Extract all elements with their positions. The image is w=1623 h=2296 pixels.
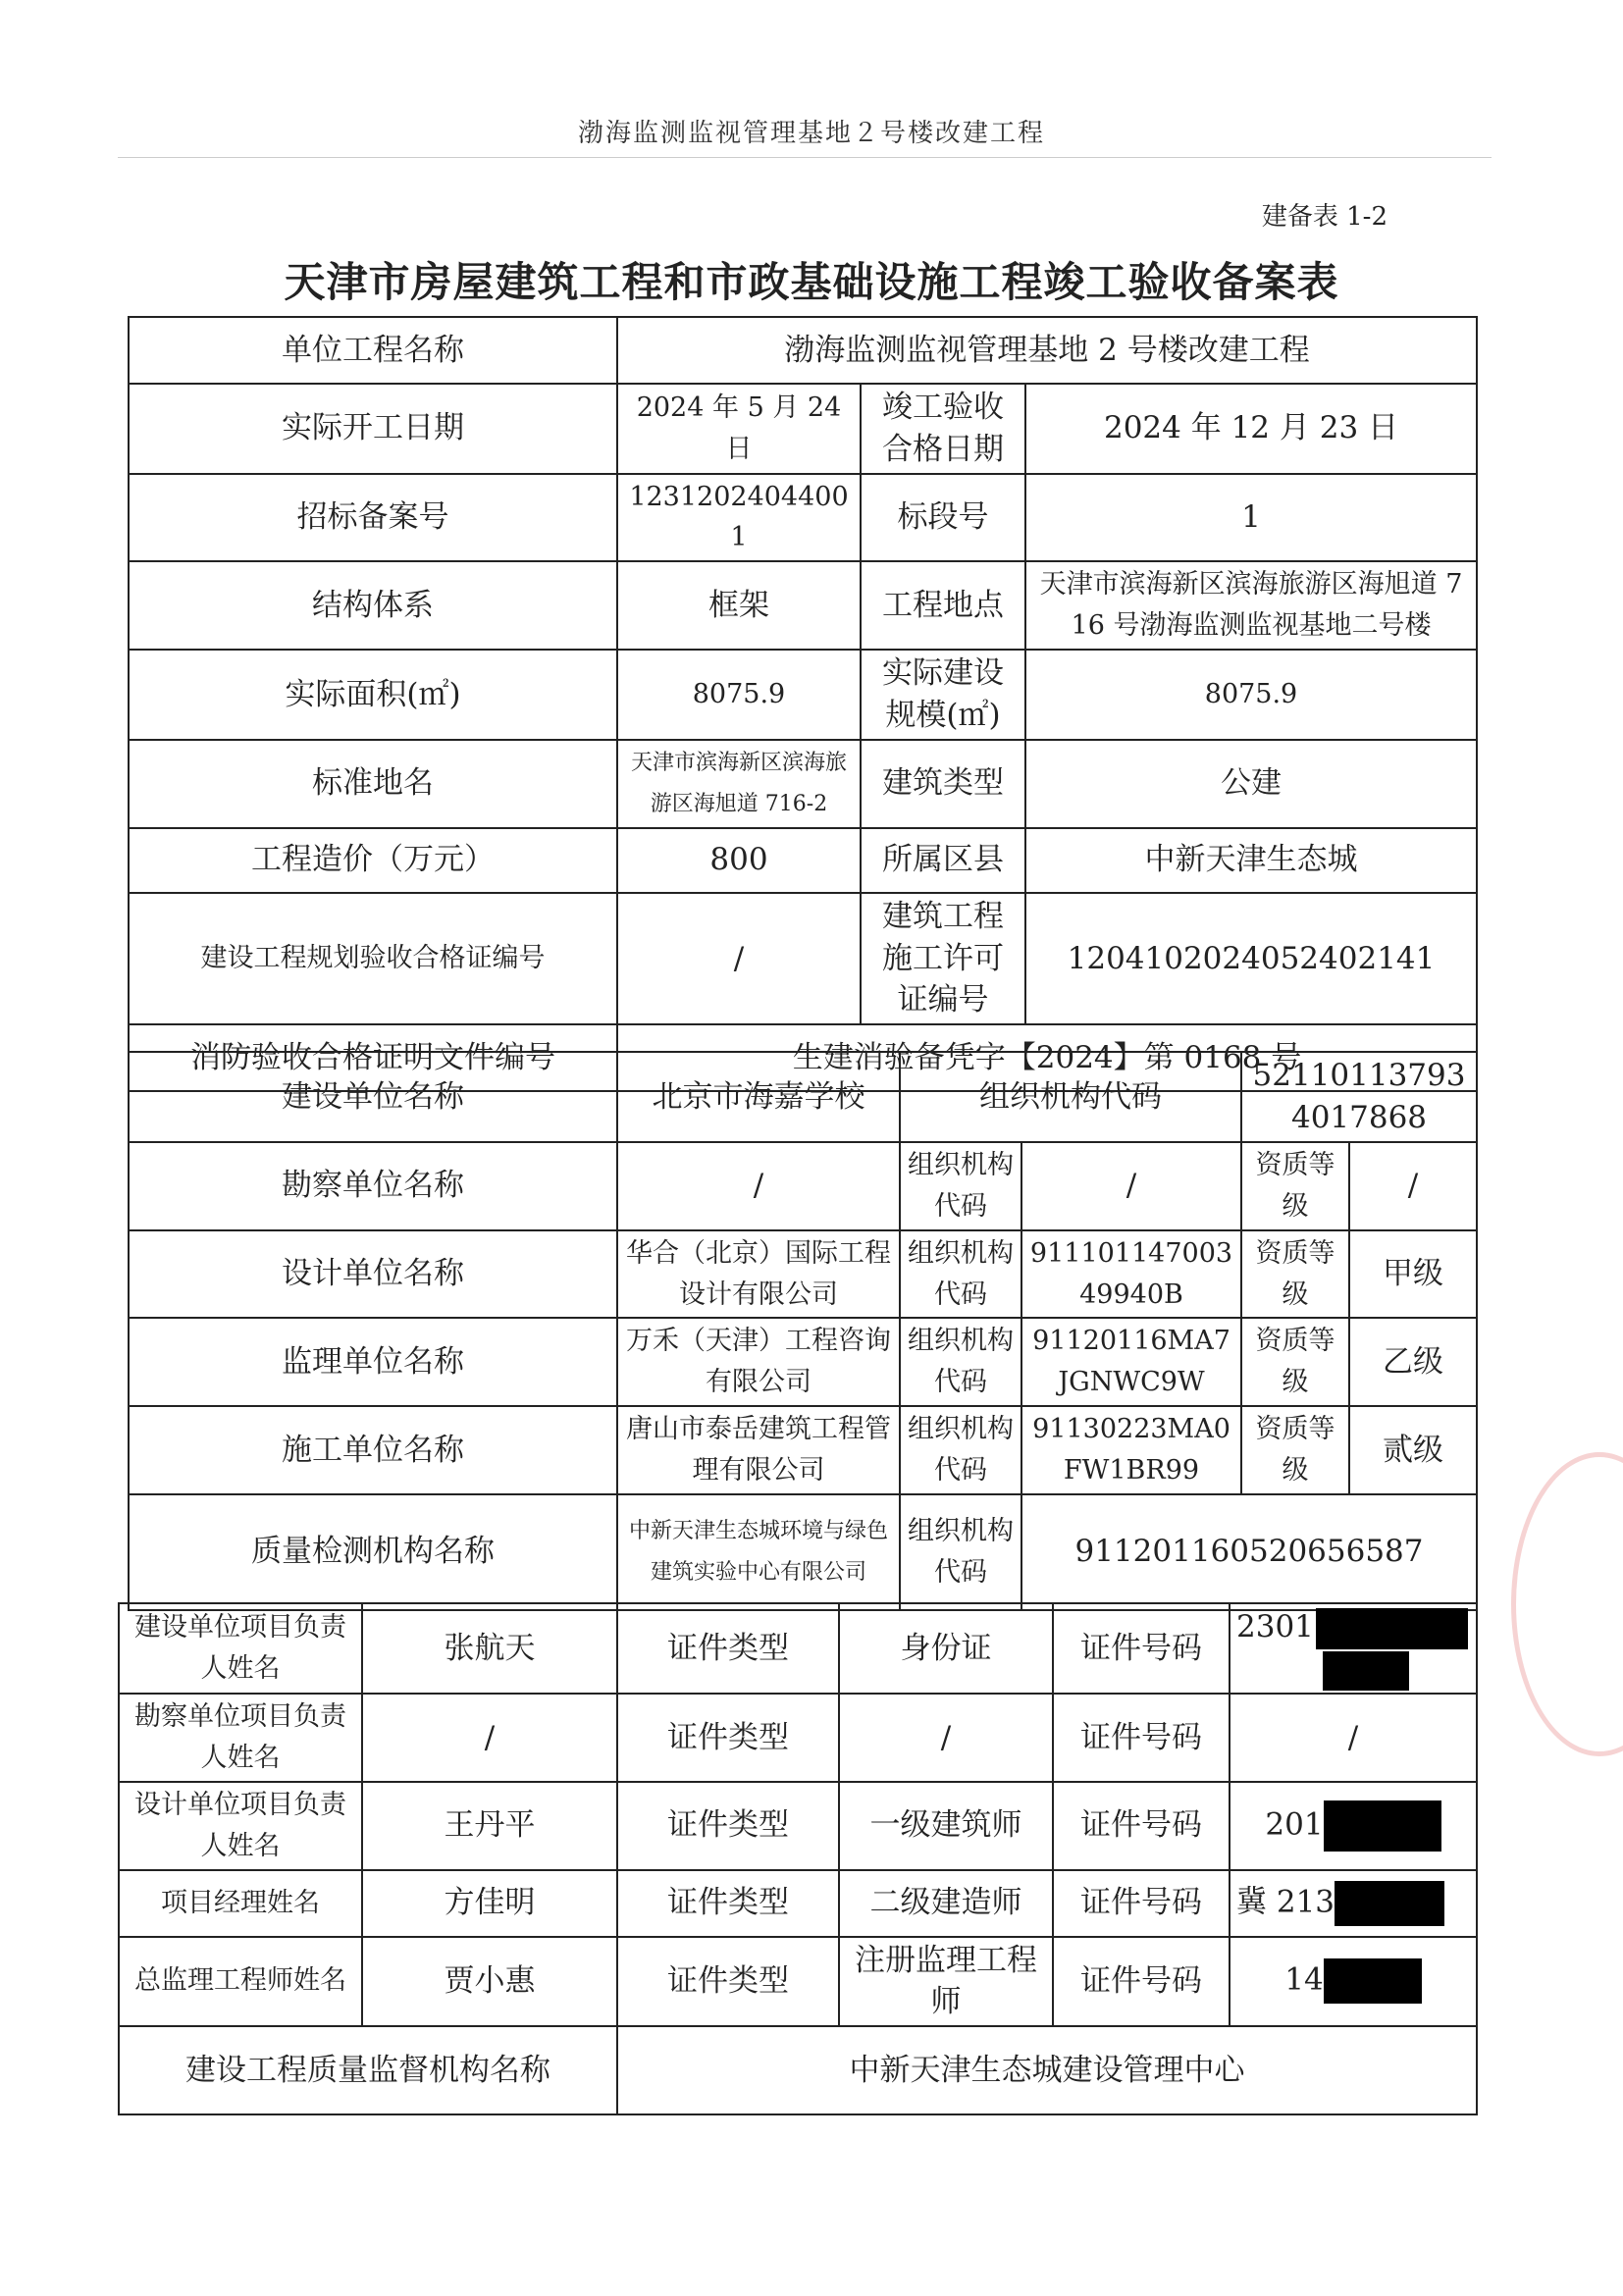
scale-value: 8075.9 [1025, 650, 1477, 740]
supervise-qual-label: 资质等级 [1241, 1318, 1349, 1406]
owner-lead-role: 建设单位项目负责人姓名 [119, 1603, 362, 1694]
person-row [119, 1694, 1477, 1782]
pm-role: 项目经理姓名 [119, 1870, 362, 1937]
owner-lead-id-no-cell [1230, 1603, 1477, 1694]
design-value: 华合（北京）国际工程设计有限公司 [617, 1230, 900, 1319]
design-lead-id-no: 201 [1265, 1806, 1324, 1843]
construct-value: 唐山市泰岳建筑工程管理有限公司 [617, 1406, 900, 1494]
construct-org-label: 组织机构代码 [900, 1406, 1021, 1494]
fire-value: 生建消验备凭字【2024】第 0168 号 [617, 1024, 1477, 1091]
survey-qual-label: 资质等级 [1241, 1142, 1349, 1230]
permit-value: 1204102024052402141 [1025, 893, 1477, 1024]
district-label: 所属区县 [861, 828, 1025, 893]
redaction-block [1323, 1651, 1409, 1691]
qc-org-label: 组织机构代码 [900, 1494, 1021, 1610]
qc-value: 中新天津生态城环境与绿色建筑实验中心有限公司 [617, 1494, 900, 1610]
pm-name: 方佳明 [362, 1870, 617, 1937]
pm-id-type: 二级建造师 [839, 1870, 1053, 1937]
survey-lead-role: 勘察单位项目负责人姓名 [119, 1694, 362, 1782]
district-value: 中新天津生态城 [1025, 828, 1477, 893]
redaction-block [1316, 1608, 1468, 1649]
building-type-label: 建筑类型 [861, 740, 1025, 828]
qa-org-label: 建设工程质量监督机构名称 [119, 2026, 617, 2114]
person-row [119, 1603, 1477, 1694]
permit-label: 建筑工程施工许可证编号 [861, 893, 1025, 1024]
owner-lead-name: 张航天 [362, 1603, 617, 1694]
bid-no-label: 招标备案号 [129, 474, 617, 562]
section-value: 1 [1025, 474, 1477, 562]
design-lead-id-type: 一级建筑师 [839, 1782, 1053, 1870]
design-lead-name: 王丹平 [362, 1782, 617, 1870]
chief-supervisor-id-type: 注册监理工程师 [839, 1937, 1053, 2027]
survey-lead-id-no: / [1230, 1694, 1477, 1782]
chief-supervisor-id-no: 14 [1284, 1961, 1324, 1998]
chief-supervisor-id-type-label: 证件类型 [617, 1937, 839, 2027]
person-row [119, 1782, 1477, 1870]
owner-org-value: 521101137934017868 [1241, 1052, 1477, 1142]
person-row [119, 1870, 1477, 1937]
owner-label: 建设单位名称 [129, 1052, 617, 1142]
std-name-value: 天津市滨海新区滨海旅游区海旭道 716-2 [617, 740, 861, 828]
chief-supervisor-id-no-label: 证件号码 [1053, 1937, 1230, 2027]
survey-org-label: 组织机构代码 [900, 1142, 1021, 1230]
planning-cert-label: 建设工程规划验收合格证编号 [129, 893, 617, 1024]
pm-id-no: 冀 213 [1236, 1884, 1335, 1920]
design-lead-id-no-cell [1230, 1782, 1477, 1870]
qa-org-value: 中新天津生态城建设管理中心 [617, 2026, 1477, 2114]
design-label: 设计单位名称 [129, 1230, 617, 1319]
owner-lead-id-type: 身份证 [839, 1603, 1053, 1694]
unit-name-value: 渤海监测监视管理基地 2 号楼改建工程 [617, 317, 1477, 384]
redaction-block [1335, 1881, 1444, 1926]
location-label: 工程地点 [861, 561, 1025, 650]
red-seal-stamp [1511, 1452, 1623, 1756]
cost-value: 800 [617, 828, 861, 893]
start-date-value: 2024 年 5 月 24 日 [617, 384, 861, 474]
planning-cert-value: / [617, 893, 861, 1024]
construct-org-value: 91130223MA0FW1BR99 [1021, 1406, 1241, 1494]
main-info-table [128, 316, 1478, 1092]
cost-label: 工程造价（万元） [129, 828, 617, 893]
acceptance-date-value: 2024 年 12 月 23 日 [1025, 384, 1477, 474]
area-value: 8075.9 [617, 650, 861, 740]
header-divider [118, 157, 1492, 158]
survey-qual-value: / [1349, 1142, 1477, 1230]
chief-supervisor-name: 贾小惠 [362, 1937, 617, 2027]
design-lead-role: 设计单位项目负责人姓名 [119, 1782, 362, 1870]
org-info-table [128, 1051, 1478, 1611]
design-org-value: 91110114700349940B [1021, 1230, 1241, 1319]
construct-qual-label: 资质等级 [1241, 1406, 1349, 1494]
supervise-org-label: 组织机构代码 [900, 1318, 1021, 1406]
supervise-label: 监理单位名称 [129, 1318, 617, 1406]
acceptance-date-label: 竣工验收合格日期 [861, 384, 1025, 474]
owner-org-label: 组织机构代码 [900, 1052, 1241, 1142]
construct-label: 施工单位名称 [129, 1406, 617, 1494]
survey-lead-id-no-label: 证件号码 [1053, 1694, 1230, 1782]
structure-value: 框架 [617, 561, 861, 650]
person-row [119, 1937, 1477, 2027]
start-date-label: 实际开工日期 [129, 384, 617, 474]
redaction-block [1324, 1958, 1422, 2004]
design-qual-label: 资质等级 [1241, 1230, 1349, 1319]
design-lead-id-no-label: 证件号码 [1053, 1782, 1230, 1870]
section-label: 标段号 [861, 474, 1025, 562]
design-org-label: 组织机构代码 [900, 1230, 1021, 1319]
unit-name-label: 单位工程名称 [129, 317, 617, 384]
std-name-label: 标准地名 [129, 740, 617, 828]
bid-no-value: 12312024044001 [617, 474, 861, 562]
owner-lead-id-no-label: 证件号码 [1053, 1603, 1230, 1694]
form-code: 建备表 1-2 [1261, 202, 1387, 232]
building-type-value: 公建 [1025, 740, 1477, 828]
persons-table [118, 1602, 1478, 2115]
survey-lead-id-type: / [839, 1694, 1053, 1782]
supervise-qual-value: 乙级 [1349, 1318, 1477, 1406]
fire-label: 消防验收合格证明文件编号 [129, 1024, 617, 1091]
supervise-value: 万禾（天津）工程咨询有限公司 [617, 1318, 900, 1406]
pm-id-no-label: 证件号码 [1053, 1870, 1230, 1937]
redaction-block [1324, 1800, 1441, 1852]
scale-label: 实际建设规模(㎡) [861, 650, 1025, 740]
structure-label: 结构体系 [129, 561, 617, 650]
owner-lead-id-type-label: 证件类型 [617, 1603, 839, 1694]
construct-qual-value: 贰级 [1349, 1406, 1477, 1494]
survey-value: / [617, 1142, 900, 1230]
supervise-org-value: 91120116MA7JGNWC9W [1021, 1318, 1241, 1406]
survey-lead-id-type-label: 证件类型 [617, 1694, 839, 1782]
location-value: 天津市滨海新区滨海旅游区海旭道 716 号渤海监测监视基地二号楼 [1025, 561, 1477, 650]
form-title: 天津市房屋建筑工程和市政基础设施工程竣工验收备案表 [284, 258, 1339, 306]
pm-id-no-cell [1230, 1870, 1477, 1937]
qc-org-value: 911201160520656587 [1021, 1494, 1477, 1610]
chief-supervisor-role: 总监理工程师姓名 [119, 1937, 362, 2027]
pm-id-type-label: 证件类型 [617, 1870, 839, 1937]
document-header: 渤海监测监视管理基地２号楼改建工程 [577, 119, 1045, 148]
owner-value: 北京市海嘉学校 [617, 1052, 900, 1142]
survey-label: 勘察单位名称 [129, 1142, 617, 1230]
survey-org-value: / [1021, 1142, 1241, 1230]
design-lead-id-type-label: 证件类型 [617, 1782, 839, 1870]
qc-label: 质量检测机构名称 [129, 1494, 617, 1610]
chief-supervisor-id-no-cell [1230, 1937, 1477, 2027]
design-qual-value: 甲级 [1349, 1230, 1477, 1319]
survey-lead-name: / [362, 1694, 617, 1782]
area-label: 实际面积(㎡) [129, 650, 617, 740]
owner-lead-id-no: 2301 [1236, 1609, 1314, 1644]
